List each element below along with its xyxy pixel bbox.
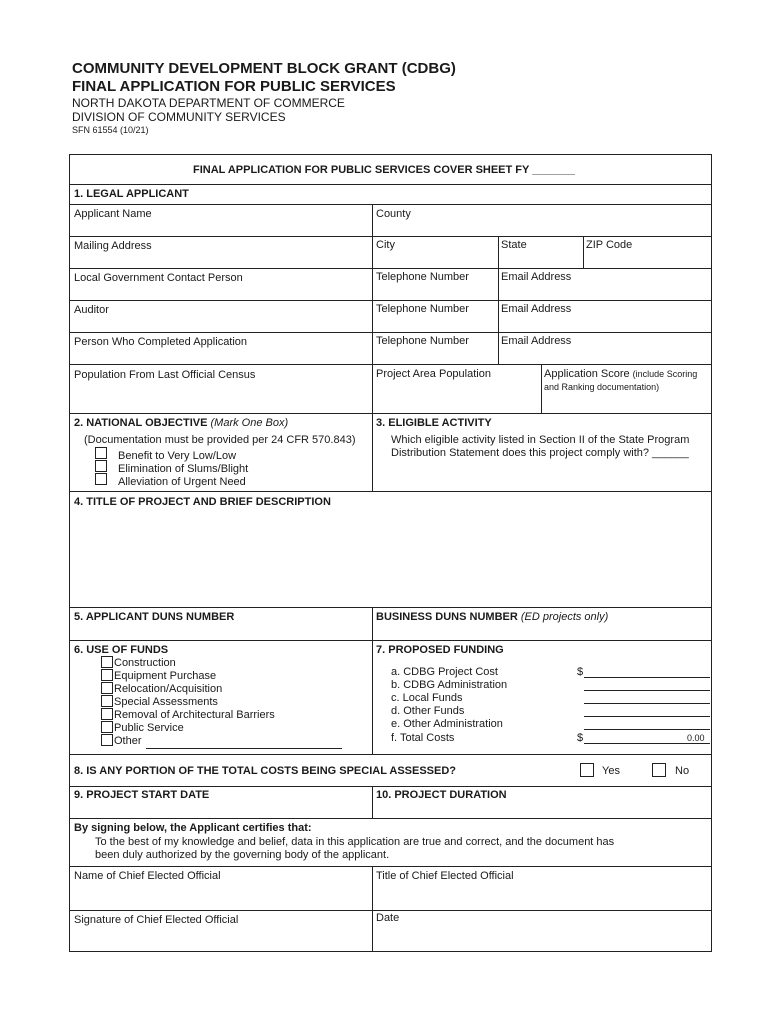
rule	[372, 204, 373, 492]
person-telephone-label: Telephone Number	[376, 335, 469, 347]
rule	[70, 364, 711, 365]
mark-one-box-note: (Mark One Box)	[210, 417, 289, 429]
application-form	[69, 154, 712, 952]
county-label: County	[376, 208, 411, 220]
certification-line2: been duly authorized by the governing body of the applicant.	[95, 849, 390, 861]
use-of-funds-public-service: Public Service	[114, 722, 184, 734]
city-label: City	[376, 239, 395, 251]
use-of-funds-equipment: Equipment Purchase	[114, 670, 217, 682]
eligible-activity-line1: Which eligible activity listed in Section II of the State Program	[391, 434, 690, 446]
use-of-funds-checkbox-other[interactable]	[101, 734, 113, 746]
use-of-funds-checkbox-construction[interactable]	[101, 656, 113, 668]
total-currency-symbol: $	[577, 732, 584, 744]
population-label: Population From Last Official Census	[74, 369, 256, 381]
project-description-field[interactable]	[74, 513, 706, 603]
rule	[583, 236, 584, 268]
funding-cdbg-project-cost: a. CDBG Project Cost	[391, 666, 498, 678]
auditor-label: Auditor	[74, 304, 109, 316]
rule	[70, 818, 711, 819]
chief-official-name-label: Name of Chief Elected Official	[74, 870, 221, 882]
section-7-heading: 7. PROPOSED FUNDING	[376, 644, 504, 656]
applicant-name-label: Applicant Name	[74, 208, 152, 220]
use-of-funds-checkbox-public-service[interactable]	[101, 721, 113, 733]
funding-total-costs: f. Total Costs	[391, 732, 455, 744]
cover-sheet-title: FINAL APPLICATION FOR PUBLIC SERVICES COVER SHEET FY _______	[193, 164, 576, 176]
person-email-label: Email Address	[501, 335, 572, 347]
use-of-funds-checkbox-relocation[interactable]	[101, 682, 113, 694]
special-assessed-no-checkbox[interactable]	[652, 763, 666, 777]
application-score-note-line2: and Ranking documentation)	[544, 382, 660, 392]
use-of-funds-checkbox-special-assessments[interactable]	[101, 695, 113, 707]
national-objective-option-3: Alleviation of Urgent Need	[118, 476, 246, 488]
documentation-note: (Documentation must be provided per 24 CFR 570.843)	[84, 434, 356, 446]
application-score-note: (include Scoring	[632, 369, 698, 379]
certification-heading: By signing below, the Applicant certifies that:	[74, 822, 312, 834]
total-costs-value: 0.00	[687, 733, 705, 743]
application-score-text: Application Score	[544, 368, 630, 380]
chief-official-signature-label: Signature of Chief Elected Official	[74, 914, 239, 926]
auditor-email-label: Email Address	[501, 303, 572, 315]
eligible-activity-line2: Distribution Statement does this project comply with? ______	[391, 447, 689, 459]
rule	[70, 607, 711, 608]
section-2-heading	[74, 417, 288, 430]
special-assessed-yes-checkbox[interactable]	[580, 763, 594, 777]
rule	[70, 236, 711, 237]
national-objective-option-2: Elimination of Slums/Blight	[118, 463, 249, 475]
cdbg-project-cost-field[interactable]	[584, 677, 710, 678]
application-score-label	[544, 368, 697, 381]
rule	[372, 786, 373, 819]
local-funds-field[interactable]	[584, 703, 710, 704]
other-specify-line[interactable]	[146, 748, 342, 749]
contact-telephone-label: Telephone Number	[376, 271, 469, 283]
rule	[70, 910, 711, 911]
form-title-line1: COMMUNITY DEVELOPMENT BLOCK GRANT (CDBG)	[72, 60, 456, 77]
section-6-heading: 6. USE OF FUNDS	[74, 644, 169, 656]
rule	[70, 786, 711, 787]
national-objective-checkbox-2[interactable]	[95, 460, 107, 472]
section-8-question: 8. IS ANY PORTION OF THE TOTAL COSTS BEING SPECIAL ASSESSED?	[74, 765, 457, 777]
national-objective-checkbox-1[interactable]	[95, 447, 107, 459]
other-funds-field[interactable]	[584, 716, 710, 717]
national-objective-option-1: Benefit to Very Low/Low	[118, 450, 237, 462]
section-10-heading: 10. PROJECT DURATION	[376, 789, 507, 801]
rule	[70, 866, 711, 867]
auditor-telephone-label: Telephone Number	[376, 303, 469, 315]
local-gov-contact-label: Local Government Contact Person	[74, 272, 243, 284]
rule	[372, 607, 373, 755]
mailing-address-label: Mailing Address	[74, 240, 152, 252]
date-label: Date	[376, 912, 400, 924]
chief-official-title-label: Title of Chief Elected Official	[376, 870, 514, 882]
funding-cdbg-administration: b. CDBG Administration	[391, 679, 508, 691]
rule	[70, 640, 711, 641]
special-assessed-yes-label: Yes	[602, 765, 620, 777]
use-of-funds-checkbox-barriers[interactable]	[101, 708, 113, 720]
special-assessed-no-label: No	[675, 765, 690, 777]
rule	[70, 204, 711, 205]
total-costs-field[interactable]	[584, 743, 710, 744]
cdbg-administration-field[interactable]	[584, 690, 710, 691]
business-duns-heading: BUSINESS DUNS NUMBER	[376, 611, 518, 623]
use-of-funds-construction: Construction	[114, 657, 176, 669]
use-of-funds-other: Other	[114, 735, 142, 747]
rule	[498, 236, 499, 365]
section-3-heading: 3. ELIGIBLE ACTIVITY	[376, 417, 492, 429]
section-9-heading: 9. PROJECT START DATE	[74, 789, 210, 801]
national-objective-checkbox-3[interactable]	[95, 473, 107, 485]
form-number: SFN 61554 (10/21)	[72, 125, 149, 135]
funding-local-funds: c. Local Funds	[391, 692, 463, 704]
project-area-population-label: Project Area Population	[376, 368, 491, 380]
section-1-heading: 1. LEGAL APPLICANT	[74, 188, 189, 200]
ed-projects-note: (ED projects only)	[520, 611, 609, 623]
other-administration-field[interactable]	[584, 729, 710, 730]
currency-symbol: $	[577, 666, 584, 678]
department-name: NORTH DAKOTA DEPARTMENT OF COMMERCE	[72, 96, 345, 110]
rule	[70, 491, 711, 492]
rule	[70, 413, 711, 414]
use-of-funds-barriers: Removal of Architectural Barriers	[114, 709, 275, 721]
rule	[372, 866, 373, 952]
use-of-funds-relocation: Relocation/Acquisition	[114, 683, 223, 695]
rule	[70, 184, 711, 185]
rule	[541, 364, 542, 413]
rule	[70, 300, 711, 301]
state-label: State	[501, 239, 527, 251]
form-title-line2: FINAL APPLICATION FOR PUBLIC SERVICES	[72, 78, 396, 95]
section-5-heading: 5. APPLICANT DUNS NUMBER	[74, 611, 235, 623]
person-completed-label: Person Who Completed Application	[74, 336, 248, 348]
zip-code-label: ZIP Code	[586, 239, 633, 251]
funding-other-funds: d. Other Funds	[391, 705, 465, 717]
section-4-heading: 4. TITLE OF PROJECT AND BRIEF DESCRIPTION	[74, 496, 331, 508]
rule	[70, 754, 711, 755]
national-objective-heading: 2. NATIONAL OBJECTIVE	[74, 417, 208, 429]
funding-other-administration: e. Other Administration	[391, 718, 503, 730]
division-name: DIVISION OF COMMUNITY SERVICES	[72, 110, 286, 124]
rule	[70, 268, 711, 269]
rule	[70, 332, 711, 333]
use-of-funds-special-assessments: Special Assessments	[114, 696, 218, 708]
contact-email-label: Email Address	[501, 271, 572, 283]
use-of-funds-checkbox-equipment[interactable]	[101, 669, 113, 681]
business-duns-label	[376, 611, 608, 624]
certification-line1: To the best of my knowledge and belief, data in this application are true and correct, and the document has	[95, 836, 615, 848]
